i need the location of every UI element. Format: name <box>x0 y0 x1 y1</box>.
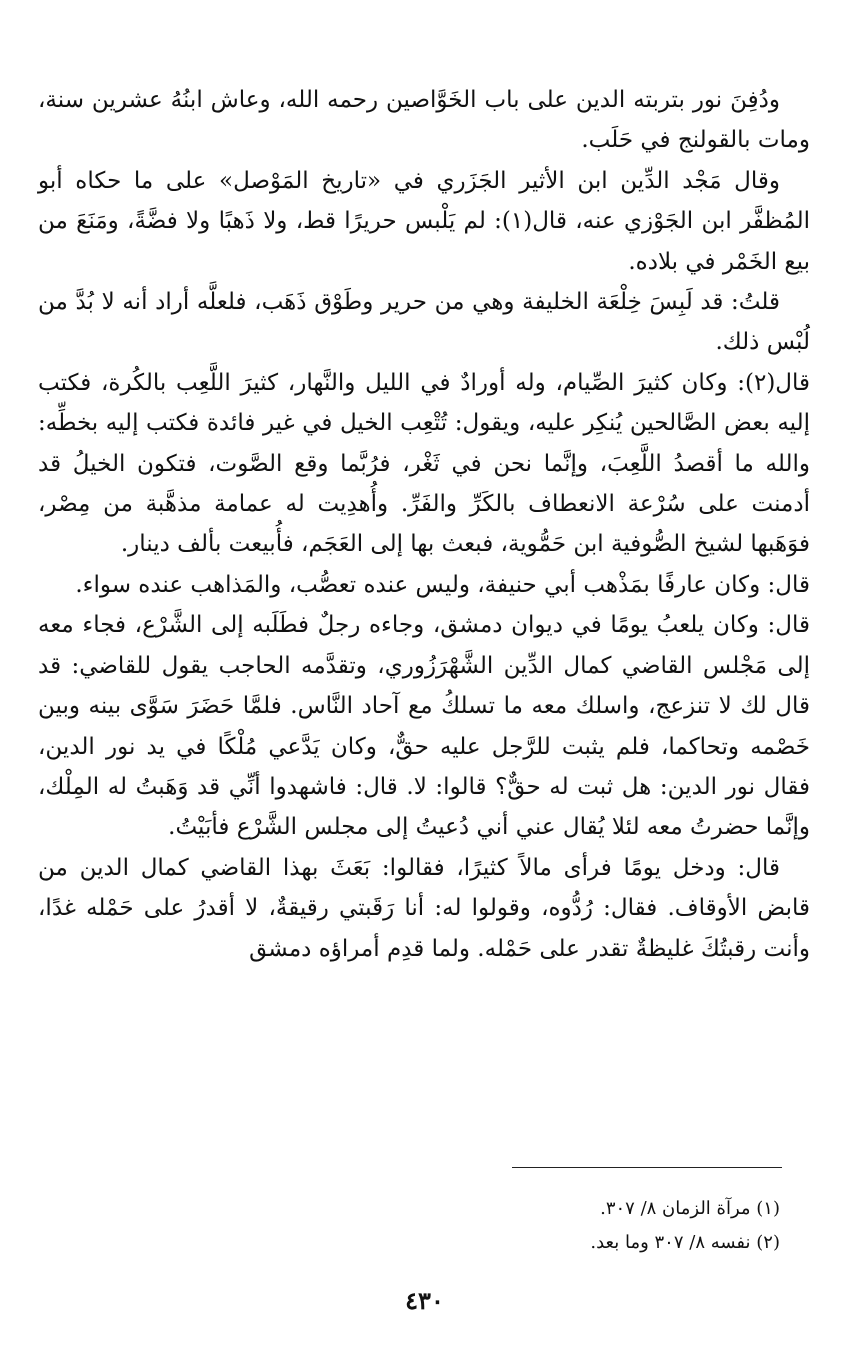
paragraph-qultu: قلتُ: قد لَبِسَ خِلْعَة الخليفة وهي من حرير وطَوْق ذَهَب، فلعلَّه أراد أنه لا بُدَّ من لُبْس ذلك. <box>38 289 810 356</box>
footnote-1: (١) مرآة الزمان ٨/ ٣٠٧. <box>600 1198 780 1219</box>
footnotes <box>38 1192 780 1260</box>
paragraph-burial: ودُفِنَ نور بتربته الدين على باب الخَوَّاصين رحمه الله، وعاش ابنُهُ عشرين سنة، ومات بالقولنج في حَلَب. <box>38 87 810 154</box>
page-number: ٤٣٠ <box>405 1286 444 1315</box>
footnote-divider <box>512 1167 782 1168</box>
paragraph-hanafi: قال: وكان عارفًا بمَذْهب أبي حنيفة، وليس عنده تعصُّب، والمَذاهب عنده سواء. <box>75 571 810 598</box>
paragraph-ibn-al-athir: وقال مَجْد الدِّين ابن الأثير الجَزَري في «تاريخ المَوْصل» على ما حكاه أبو المُظفَّر ابن الجَوْزي عنه، قال(١): لم يَلْبس حريرًا قط، ولا ذَهبًا ولا فضَّةً، ومَنَعَ من بيع الخَمْر في بلاده. <box>38 167 810 275</box>
footnote-2: (٢) نفسه ٨/ ٣٠٧ وما بعد. <box>590 1232 780 1253</box>
main-text <box>38 80 810 969</box>
paragraph-fasting-polo: قال(٢): وكان كثيرَ الصِّيام، وله أورادٌ في الليل والنَّهار، كثيرَ اللَّعِب بالكُرة، فكتب إليه بعض الصَّالحين يُنكِر عليه، ويقول: تُتْعِب الخيل في غير فائدة فكتب إليه بخطِّه: والله ما أقصدُ اللَّعِبَ، وإنَّما نحن في ثَغْر، فرُبَّما وقع الصَّوت، فتكون الخيلُ قد أدمنت على سُرْعة الانعطاف بالكَرِّ والفَرِّ. وأُهدِيت له عمامة مذهَّبة من مِصْر، فوَهَبها لشيخ الصُّوفية ابن حَمُّوية، فبعث بها إلى العَجَم، فأُبيعت بألف دينار. <box>38 369 810 558</box>
paragraph-court: قال: وكان يلعبُ يومًا في ديوان دمشق، وجاءه رجلٌ فطَلَبه إلى الشَّرْع، فجاء معه إلى مَجْلس القاضي كمال الدِّين الشَّهْرَزُوري، وتقدَّمه الحاجب يقول للقاضي: قد قال لك لا تنزعج، واسلك معه ما تسلكُ مع آحاد النَّاس. فلمَّا حَضَرَ سَوَّى بينه وبين خَصْمه وتحاكما، فلم يثبت للرَّجل عليه حقٌّ، وكان يَدَّعي مُلْكًا في يد نور الدين، فقال نور الدين: هل ثبت له حقٌّ؟ قالوا: لا. قال: فاشهدوا أنِّي قد وَهَبتُ له المِلْك، وإنَّما حضرتُ معه لئلا يُقال عني أني دُعيتُ إلى مجلس الشَّرْع فأبَيْتُ. <box>38 612 810 841</box>
paragraph-money: قال: ودخل يومًا فرأى مالاً كثيرًا، فقالوا: بَعَثَ بهذا القاضي كمال الدين من قابض الأوقاف. فقال: رُدُّوه، وقولوا له: أنا رَقَبتي رقيقةٌ، لا أقدرُ على حَمْله غدًا، وأنت رقبتُكَ غليظةٌ تقدر على حَمْله. ولما قدِم أمراؤه دمشق <box>38 854 810 962</box>
